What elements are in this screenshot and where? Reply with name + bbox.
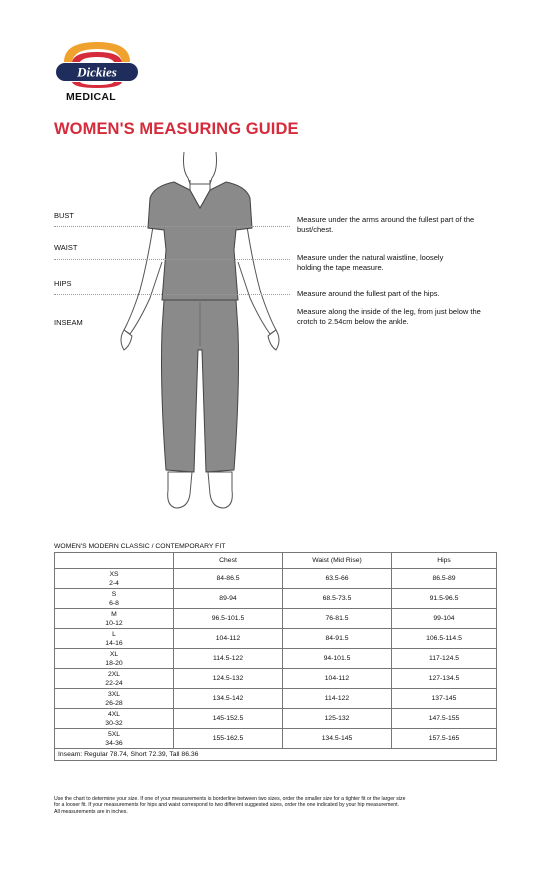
bust-label: BUST [54, 211, 75, 220]
table-row [55, 629, 497, 649]
size-cell: XS 2-4 [55, 569, 174, 589]
chest-cell: 104-112 [174, 629, 283, 649]
chest-cell: 84-86.5 [174, 569, 283, 589]
chest-cell: 134.5-142 [174, 689, 283, 709]
hips-cell: 117-124.5 [392, 649, 497, 669]
footnote-line: All measurements are in inches. [54, 808, 128, 815]
chest-cell: 89-94 [174, 589, 283, 609]
inseam-label: INSEAM [54, 318, 83, 327]
bust-guide-line [54, 226, 290, 227]
table-row [55, 649, 497, 669]
size-cell: S 6-8 [55, 589, 174, 609]
size-cell: 2XL 22-24 [55, 669, 174, 689]
bust-description: Measure under the arms around the fullest part of the bust/chest. [297, 215, 475, 234]
size-cell: 3XL 26-28 [55, 689, 174, 709]
waist-cell: 68.5-73.5 [283, 589, 392, 609]
size-cell: XL 18-20 [55, 649, 174, 669]
logo-subtitle: MEDICAL [66, 91, 116, 103]
hips-cell: 91.5-96.5 [392, 589, 497, 609]
table-row [55, 689, 497, 709]
size-table-title: WOMEN'S MODERN CLASSIC / CONTEMPORARY FIT [54, 543, 226, 550]
footnote [54, 796, 474, 815]
hips-description: Measure around the fullest part of the hips. [297, 289, 440, 298]
hips-cell: 147.5-155 [392, 709, 497, 729]
header-size [55, 553, 174, 569]
waist-cell: 134.5-145 [283, 729, 392, 749]
hips-guide-line [54, 294, 290, 295]
chest-cell: 124.5-132 [174, 669, 283, 689]
waist-cell: 125-132 [283, 709, 392, 729]
header-hips: Hips [392, 553, 497, 569]
size-cell: M 10-12 [55, 609, 174, 629]
table-row [55, 729, 497, 749]
size-chart-table [54, 552, 497, 761]
hips-cell: 157.5-165 [392, 729, 497, 749]
footnote-line: for a looser fit. If your measurements for hips and waist correspond to two different suggested sizes, order the one indicated by your hip measurement. [54, 802, 400, 809]
waist-cell: 94-101.5 [283, 649, 392, 669]
chest-cell: 114.5-122 [174, 649, 283, 669]
size-cell: L 14-16 [55, 629, 174, 649]
table-header-row [55, 553, 497, 569]
hips-cell: 99-104 [392, 609, 497, 629]
footnote-line: Use the chart to determine your size. If one of your measurements is borderline between two sizes, order the smaller size for a tighter fit or the larger size [54, 796, 406, 802]
table-row [55, 569, 497, 589]
size-cell: 4XL 30-32 [55, 709, 174, 729]
waist-cell: 76-81.5 [283, 609, 392, 629]
hips-cell: 86.5-89 [392, 569, 497, 589]
hips-cell: 137-145 [392, 689, 497, 709]
chest-cell: 145-152.5 [174, 709, 283, 729]
size-cell: 5XL 34-36 [55, 729, 174, 749]
page-title: WOMEN'S MEASURING GUIDE [54, 120, 299, 138]
header-chest: Chest [174, 553, 283, 569]
scrubs-figure-illustration [110, 150, 290, 520]
waist-cell: 63.5-66 [283, 569, 392, 589]
hips-label: HIPS [54, 279, 72, 288]
hips-cell: 127-134.5 [392, 669, 497, 689]
logo-wordmark: Dickies [77, 64, 117, 80]
chest-cell: 96.5-101.5 [174, 609, 283, 629]
waist-cell: 114-122 [283, 689, 392, 709]
table-row [55, 709, 497, 729]
table-row [55, 609, 497, 629]
waist-description: Measure under the natural waistline, loosely holding the tape measure. [297, 253, 444, 272]
hips-cell: 106.5-114.5 [392, 629, 497, 649]
inseam-note: Inseam: Regular 78.74, Short 72.39, Tall 86.36 [55, 749, 497, 761]
waist-cell: 104-112 [283, 669, 392, 689]
inseam-note-row [55, 749, 497, 761]
table-row [55, 589, 497, 609]
inseam-description: Measure along the inside of the leg, from just below the crotch to 2.54cm below the ankle. [297, 307, 481, 326]
waist-guide-line [54, 259, 290, 260]
header-waist: Waist (Mid Rise) [283, 553, 392, 569]
chest-cell: 155-162.5 [174, 729, 283, 749]
waist-cell: 84-91.5 [283, 629, 392, 649]
waist-label: WAIST [54, 243, 78, 252]
table-row [55, 669, 497, 689]
